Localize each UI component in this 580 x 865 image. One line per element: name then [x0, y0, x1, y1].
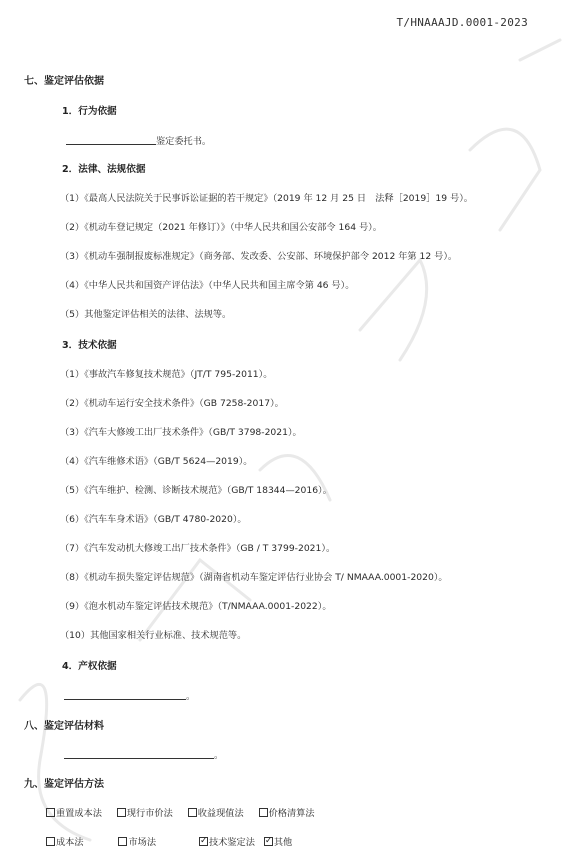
materials-suffix: 。: [214, 750, 224, 761]
tech-item: （3）《汽车大修竣工出厂技术条件》（GB/T 3798-2021）。: [60, 427, 302, 438]
tech-item: （1）《事故汽车修复技术规范》（JT/T 795-2011）。: [60, 369, 273, 380]
method-option[interactable]: ✓ 技术鉴定法: [199, 836, 255, 850]
method-option[interactable]: 收益现值法: [188, 807, 244, 821]
checkbox-icon[interactable]: [259, 808, 268, 817]
method-option[interactable]: 成本法: [46, 836, 84, 850]
tech-item: （2）《机动车运行安全技术条件》（GB 7258-2017）。: [60, 398, 284, 409]
tech-item: （8）《机动车损失鉴定评估规范》（湖南省机动车鉴定评估行业协会 T/ NMAAA.0001-2020）。: [60, 572, 448, 583]
checkbox-icon[interactable]: [46, 837, 55, 846]
property-basis-suffix: 。: [186, 691, 196, 702]
tech-item: （5）《汽车维护、检测、诊断技术规范》（GB/T 18344—2016）。: [60, 485, 332, 496]
checkbox-icon[interactable]: [118, 837, 127, 846]
method-checkbox-row-2: [46, 836, 304, 850]
method-option[interactable]: ✓ 其他: [264, 836, 292, 850]
method-option[interactable]: 市场法: [118, 836, 156, 850]
law-item: （2）《机动车登记规定（2021 年修订）》（中华人民共和国公安部令 164 号）。: [60, 222, 382, 233]
checkbox-icon[interactable]: [46, 808, 55, 817]
law-item: （4）《中华人民共和国资产评估法》（中华人民共和国主席令第 46 号）。: [60, 280, 355, 291]
method-option[interactable]: 价格清算法: [259, 807, 315, 821]
tech-item: （9）《泡水机动车鉴定评估技术规范》（T/NMAAA.0001-2022）。: [60, 601, 332, 612]
section-7-title: 七、鉴定评估依据: [24, 76, 104, 87]
materials-blank-field[interactable]: [64, 748, 214, 759]
tech-basis-title: 3．技术依据: [62, 340, 117, 351]
behavior-basis-suffix: 鉴定委托书。: [156, 136, 212, 147]
section-8-title: 八、鉴定评估材料: [24, 721, 104, 732]
method-option[interactable]: 现行市价法: [117, 807, 173, 821]
tech-item: （6）《汽车车身术语》（GB/T 4780-2020）。: [60, 514, 247, 525]
laws-basis-title: 2．法律、法规依据: [62, 164, 146, 175]
property-blank-field[interactable]: [64, 689, 186, 700]
method-option[interactable]: 重置成本法: [46, 807, 102, 821]
behavior-basis-line: [66, 134, 211, 149]
checkbox-icon[interactable]: [117, 808, 126, 817]
law-item: （5）其他鉴定评估相关的法律、法规等。: [60, 309, 232, 320]
materials-line: [64, 748, 223, 763]
tech-item: （7）《汽车发动机大修竣工出厂技术条件》（GB / T 3799-2021）。: [60, 543, 336, 554]
section-9-title: 九、鉴定评估方法: [24, 779, 104, 790]
standard-number: T/HNAAAJD.0001-2023: [396, 16, 528, 29]
law-item: （3）《机动车强制报废标准规定》（商务部、发改委、公安部、环境保护部令 2012 年第 12 号）。: [60, 251, 458, 262]
property-basis-title: 4．产权依据: [62, 661, 117, 672]
behavior-basis-title: 1．行为依据: [62, 106, 117, 117]
law-item: （1）《最高人民法院关于民事诉讼证据的若干规定》（2019 年 12 月 25 日 法释［2019］19 号）。: [60, 193, 473, 204]
checked-checkbox-icon[interactable]: [264, 837, 273, 846]
tech-item: （10）其他国家相关行业标准、技术规范等。: [60, 630, 247, 641]
checkbox-icon[interactable]: [188, 808, 197, 817]
method-checkbox-row-1: [46, 807, 327, 821]
property-basis-line: [64, 689, 195, 704]
behavior-blank-field[interactable]: [66, 134, 156, 145]
checked-checkbox-icon[interactable]: [199, 837, 208, 846]
tech-item: （4）《汽车维修术语》（GB/T 5624—2019）。: [60, 456, 253, 467]
